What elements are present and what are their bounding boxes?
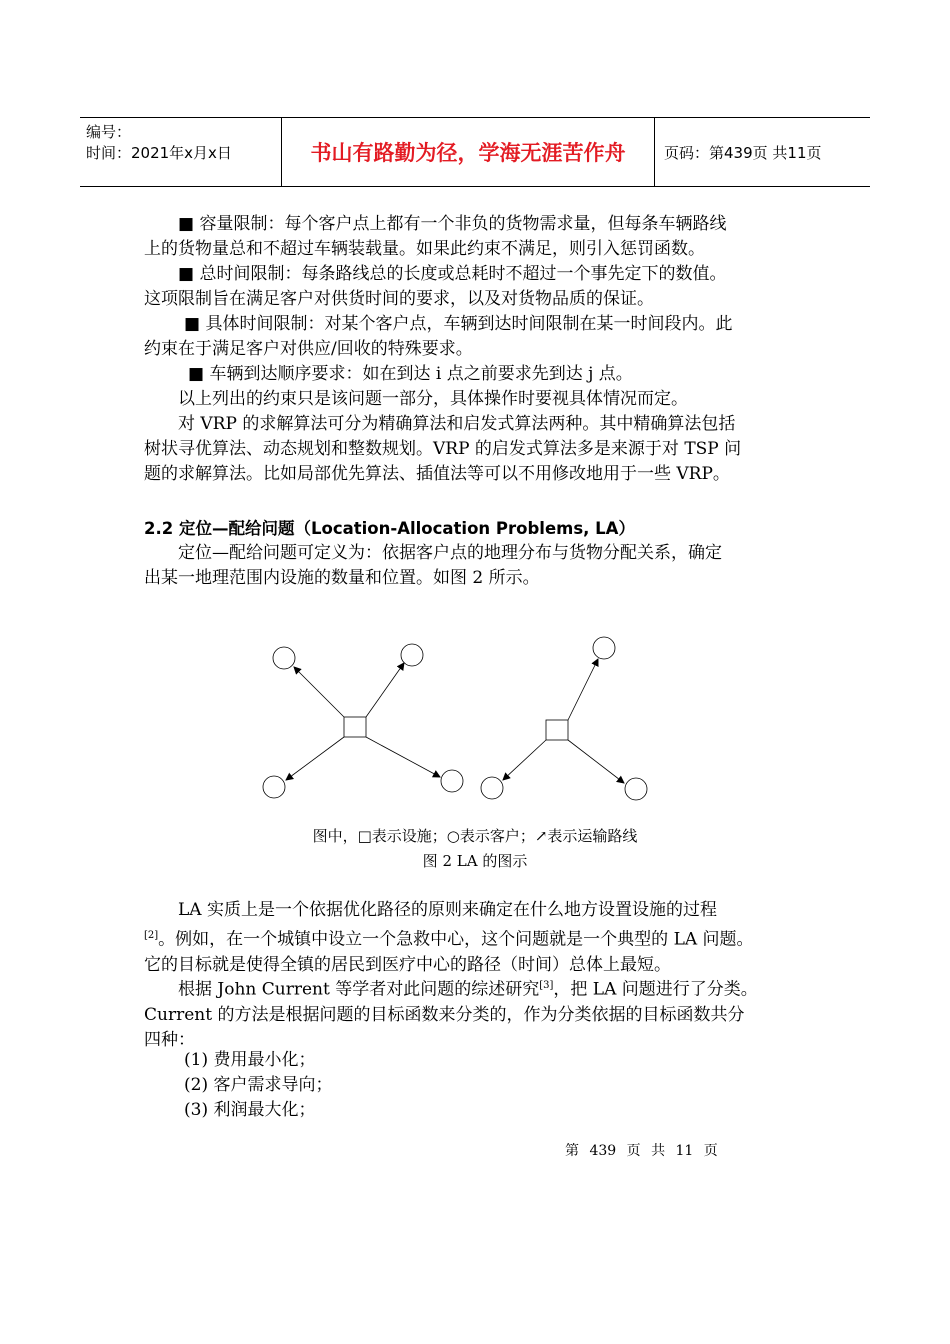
transport-route [366,737,440,777]
header-info [86,122,282,164]
text-line: 对 VRP 的求解算法可分为精确算法和启发式算法两种。其中精确算法包括 [178,414,736,434]
constraint-specific-time [144,312,824,362]
text-line: 约束在于满足客户对供应/回收的特殊要求。 [144,339,473,359]
facility-square [344,717,366,737]
citation-ref: [3] [539,980,554,991]
transport-route [568,659,598,720]
text-span: 。例如，在一个城镇中设立一个急救中心，这个问题就是一个典型的 LA 问题。 [158,929,754,950]
time-label: 时间：2021年x月x日 [86,144,232,162]
figure-caption: 图 2 LA 的图示 [422,852,528,870]
customer-circle [401,644,423,666]
text-line: 定位—配给问题可定义为：依据客户点的地理分布与货物分配关系，确定 [178,543,722,563]
text-span: 根据 John Current 等学者对此问题的综述研究 [178,979,540,1000]
la-diagram [250,630,670,810]
transport-route [366,663,404,717]
facility-square [546,720,568,740]
la-paragraph-1 [144,898,824,978]
text-line: 树状寻优算法、动态规划和整数规划。VRP 的启发式算法多是来源于对 TSP 问 [144,439,742,459]
transport-route [503,740,546,780]
text-line: 上的货物量总和不超过车辆装载量。如果此约束不满足，则引入惩罚函数。 [144,239,705,259]
text-line [144,973,824,1003]
constraint-total-time [144,262,824,312]
text-line: 题的求解算法。比如局部优先算法、插值法等可以不用修改地用于一些 VRP。 [144,464,730,484]
text-line [144,923,824,953]
text-span: ，把 LA 问题进行了分类。 [553,979,758,1000]
text-line: 它的目标就是使得全镇的居民到医疗中心的路径（时间）总体上最短。 [144,954,671,975]
text-line: ■ 容量限制：每个客户点上都有一个非负的货物需求量，但每条车辆路线 [178,214,727,234]
customer-circle [593,637,615,659]
text-line: 出某一地理范围内设施的数量和位置。如图 2 所示。 [144,568,540,588]
text-line: 以上列出的约束只是该问题一部分，具体操作时要视具体情况而定。 [178,389,688,409]
citation-ref: [2] [144,930,159,941]
text-line: 四种： [144,1029,195,1050]
page-header [80,117,870,187]
text-line: 这项限制旨在满足客户对供货时间的要求，以及对货物品质的保证。 [144,289,654,309]
list-item: (1) 费用最小化； [184,1050,316,1070]
header-divider [654,118,655,186]
page-footer: 第 439 页 共 11 页 [565,1143,718,1159]
figure-legend: 图中，□表示设施；○表示客户；↗表示运输路线 [312,827,638,845]
text-line: ■ 车辆到达顺序要求：如在到达 i 点之前要求先到达 j 点。 [188,364,633,384]
text-line: ■ 具体时间限制：对某个客户点，车辆到达时间限制在某一时间段内。此 [184,314,733,334]
transport-route [294,667,344,717]
number-label: 编号： [86,123,132,141]
list-item: (3) 利润最大化； [184,1100,316,1120]
customer-circle [441,770,463,792]
text-line: ■ 总时间限制：每条路线总的长度或总耗时不超过一个事先定下的数值。 [178,264,727,284]
header-page-label: 页码：第439页 共11页 [664,143,822,162]
text-line: Current 的方法是根据问题的目标函数来分类的，作为分类依据的目标函数共分 [144,1004,745,1025]
transport-route [568,740,624,783]
constraint-summary [144,387,824,412]
list-item: (2) 客户需求导向； [184,1075,333,1095]
customer-circle [481,777,503,799]
transport-route [286,737,344,780]
header-motto: 书山有路勤为径，学海无涯苦作舟 [310,141,626,165]
section-definition [144,541,824,591]
customer-circle [625,778,647,800]
objective-list [144,1048,824,1123]
constraint-order [144,362,824,387]
constraint-capacity [144,212,824,262]
la-paragraph-2 [144,973,824,1053]
customer-circle [263,776,285,798]
section-title: 2.2 定位—配给问题（Location-Allocation Problems, LA） [144,519,635,538]
algorithms-paragraph [144,412,824,487]
customer-circle [273,647,295,669]
text-line: LA 实质上是一个依据优化路径的原则来确定在什么地方设置设施的过程 [178,900,717,920]
